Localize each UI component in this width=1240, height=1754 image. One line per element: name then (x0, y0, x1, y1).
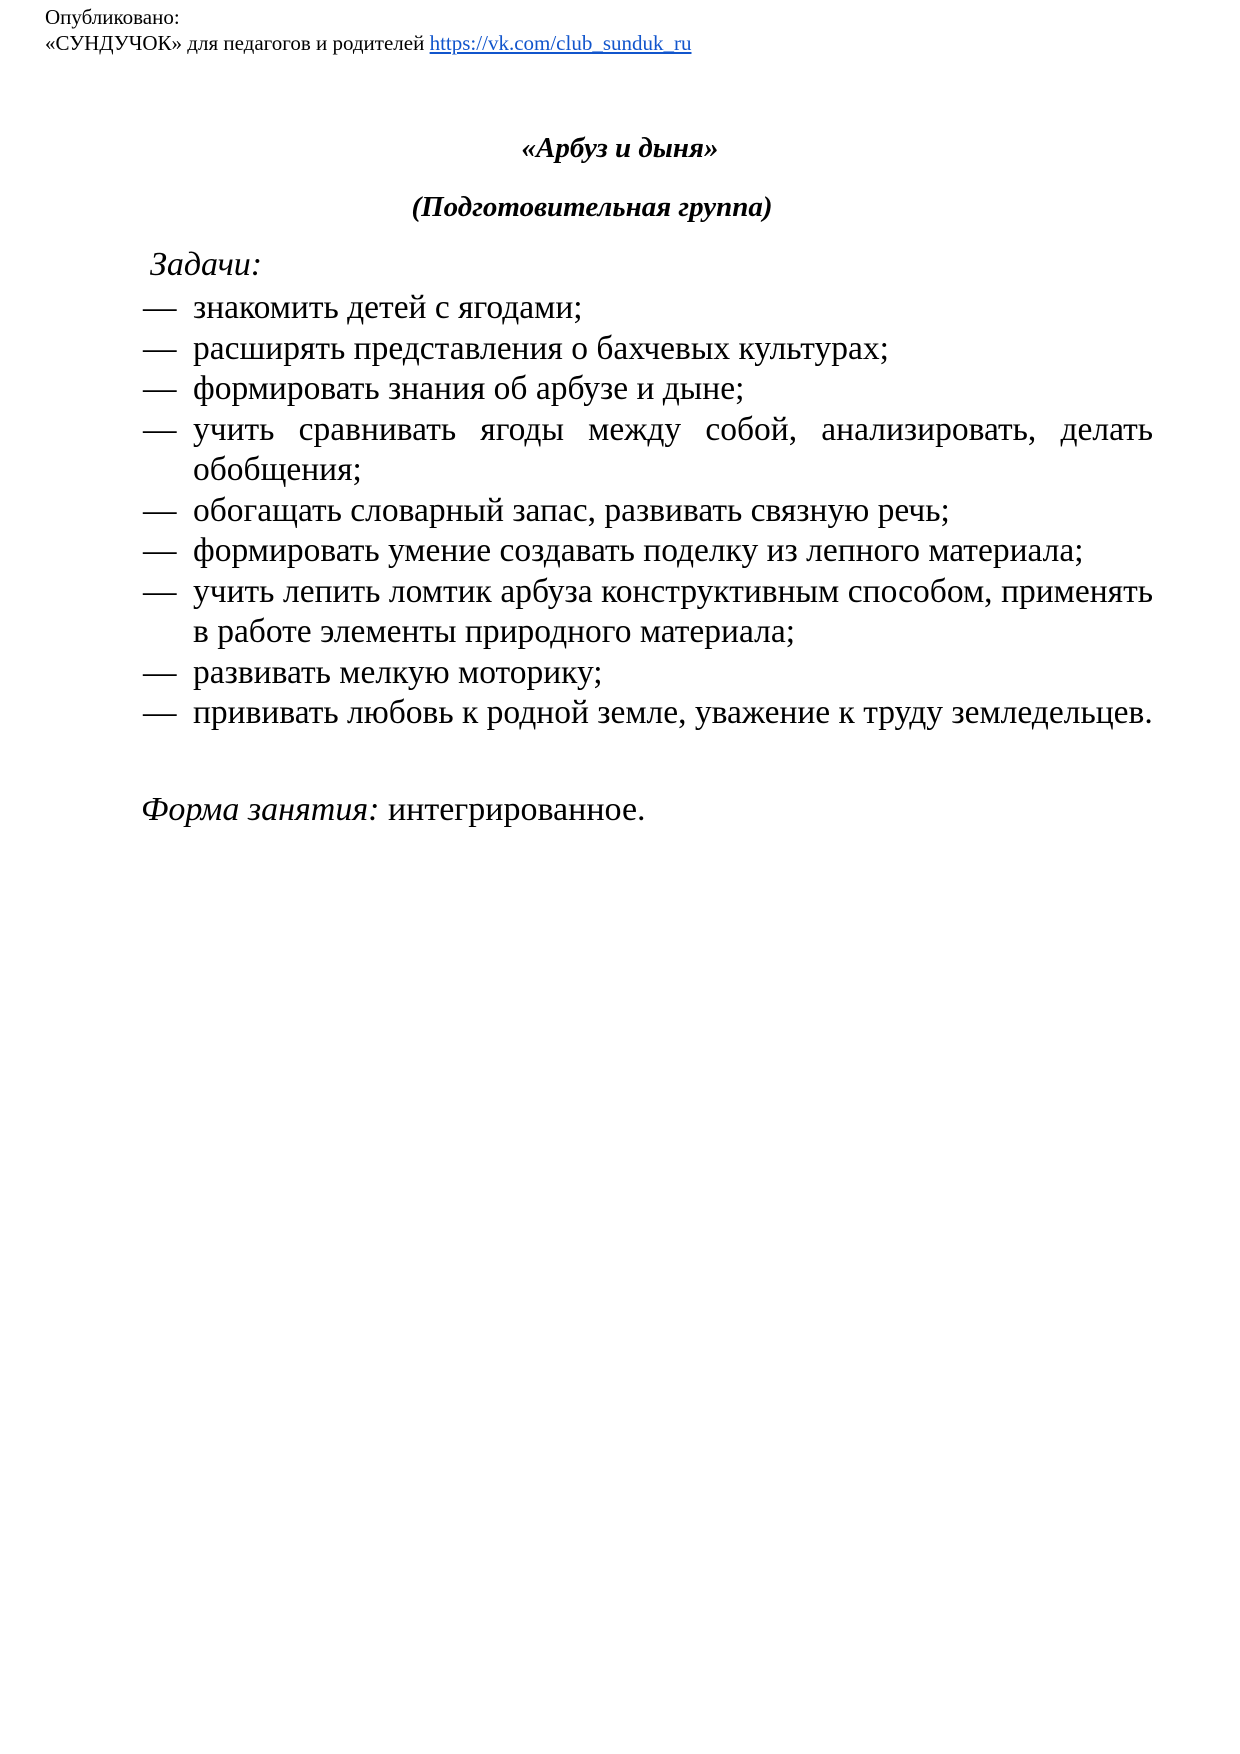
dash-marker: — (143, 491, 177, 529)
task-text: расширять представления о бахчевых культурах; (193, 329, 889, 367)
task-text: формировать знания об арбузе и дыне; (193, 370, 745, 407)
lesson-form (141, 790, 646, 830)
task-item (143, 288, 1153, 329)
published-label: Опубликовано: (45, 5, 180, 29)
publication-header (45, 4, 692, 56)
tasks-heading: Задачи: (150, 246, 263, 283)
task-item (143, 329, 1153, 370)
dash-marker: — (143, 653, 177, 691)
dash-marker: — (143, 694, 177, 731)
source-link[interactable]: https://vk.com/club_sunduk_ru (429, 31, 692, 55)
task-item (143, 572, 1153, 653)
task-item (143, 693, 1153, 734)
dash-marker: — (143, 289, 177, 326)
task-item (143, 653, 1153, 694)
task-item (143, 531, 1153, 572)
task-text: прививать любовь к родной земле, уважение к труду земледельцев. (193, 694, 1153, 731)
dash-marker: — (143, 329, 177, 367)
lesson-form-label: Форма занятия: (141, 791, 380, 828)
task-text: знакомить детей с ягодами; (193, 289, 583, 326)
lesson-form-value: интегрированное. (387, 791, 646, 828)
published-source (45, 30, 692, 56)
dash-marker: — (143, 370, 177, 407)
dash-marker: — (143, 410, 177, 448)
source-name: «СУНДУЧОК» для педагогов и родителей (45, 31, 430, 55)
dash-marker: — (143, 572, 177, 610)
document-title: «Арбуз и дыня» (521, 132, 719, 164)
task-item (143, 369, 1153, 410)
task-text: обогащать словарный запас, развивать связную речь; (193, 491, 950, 529)
task-item (143, 491, 1153, 532)
task-item (143, 410, 1153, 491)
task-text: формировать умение создавать поделку из лепного материала; (193, 532, 1084, 569)
task-list (143, 288, 1153, 734)
dash-marker: — (143, 532, 177, 569)
document-subtitle: (Подготовительная группа) (411, 191, 773, 223)
task-text: учить лепить ломтик арбуза конструктивным способом, применять в работе элементы природного материала; (193, 572, 1153, 650)
task-text: учить сравнивать ягоды между собой, анализировать, делать обобщения; (193, 410, 1153, 488)
task-text: развивать мелкую моторику; (193, 653, 603, 691)
